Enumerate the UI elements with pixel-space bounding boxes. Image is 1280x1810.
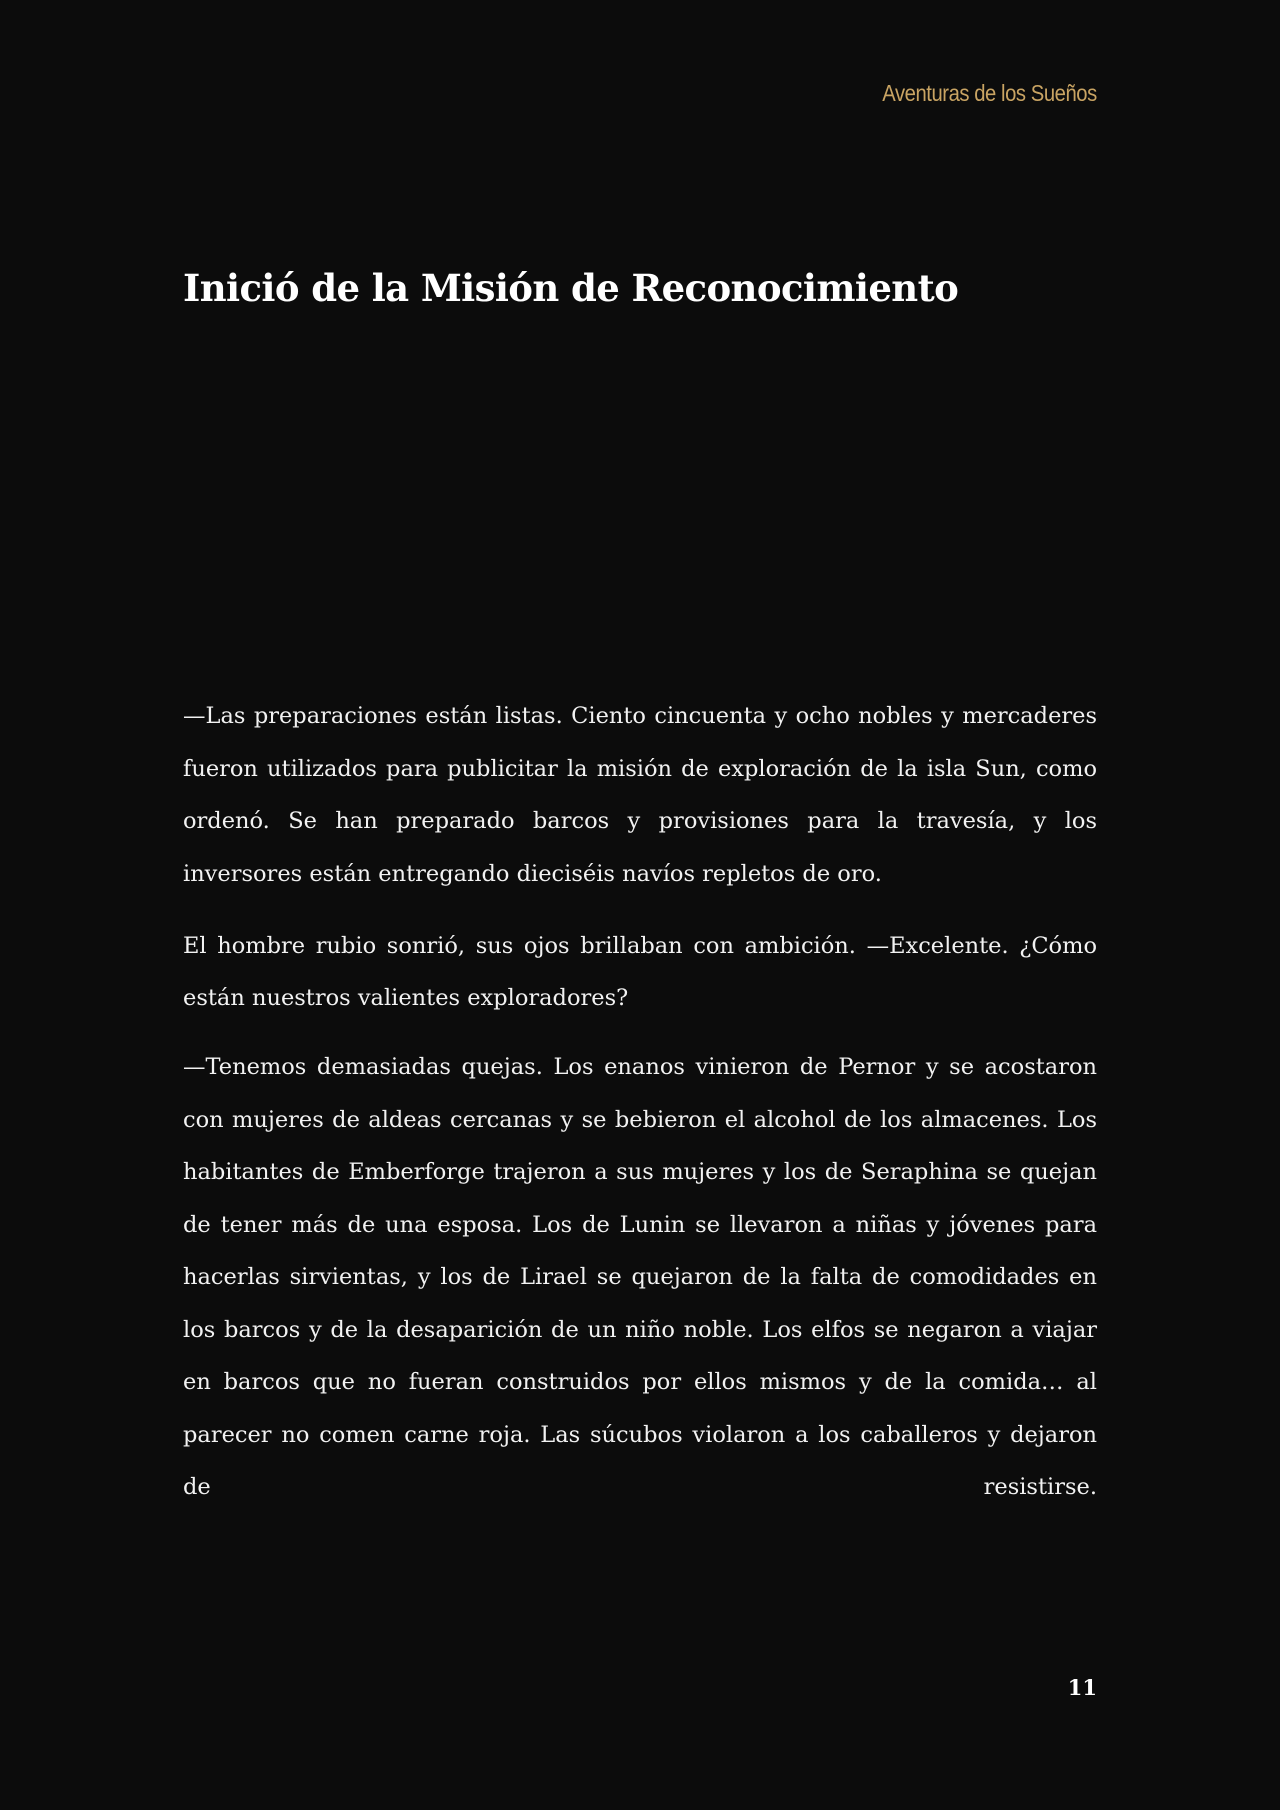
- running-header: Aventuras de los Sueños: [882, 80, 1097, 106]
- page-number: 11: [1067, 1675, 1097, 1700]
- body-text: [183, 690, 1097, 1514]
- paragraph: El hombre rubio sonrió, sus ojos brillaban con ambición. —Excelente. ¿Cómo están nuestros valientes exploradores?: [183, 933, 1097, 1011]
- paragraph: —Tenemos demasiadas quejas. Los enanos vinieron de Pernor y se acostaron con mujeres de aldeas cercanas y se bebieron el alcohol de los almacenes. Los habitantes de Emberforge trajeron a sus mujeres y los de Seraphina se quejan de tener más de una esposa. Los de Lunin se llevaron a niñas y jóvenes para hacerlas sirvientas, y los de Lirael se quejaron de la falta de comodidades en los barcos y de la desaparición de un niño noble. Los elfos se negaron a viajar en barcos que no fueran construidos por ellos mismos y de la comida… al parecer no comen carne roja. Las súcubos violaron a los caballeros y dejaron de resistirse.: [183, 1054, 1097, 1500]
- paragraph: —Las preparaciones están listas. Ciento cincuenta y ocho nobles y mercaderes fueron utilizados para publicitar la misión de exploración de la isla Sun, como ordenó. Se han preparado barcos y provisiones para la travesía, y los inversores están entregando dieciséis navíos repletos de oro.: [183, 703, 1097, 887]
- chapter-title: Inició de la Misión de Reconocimiento: [183, 266, 959, 310]
